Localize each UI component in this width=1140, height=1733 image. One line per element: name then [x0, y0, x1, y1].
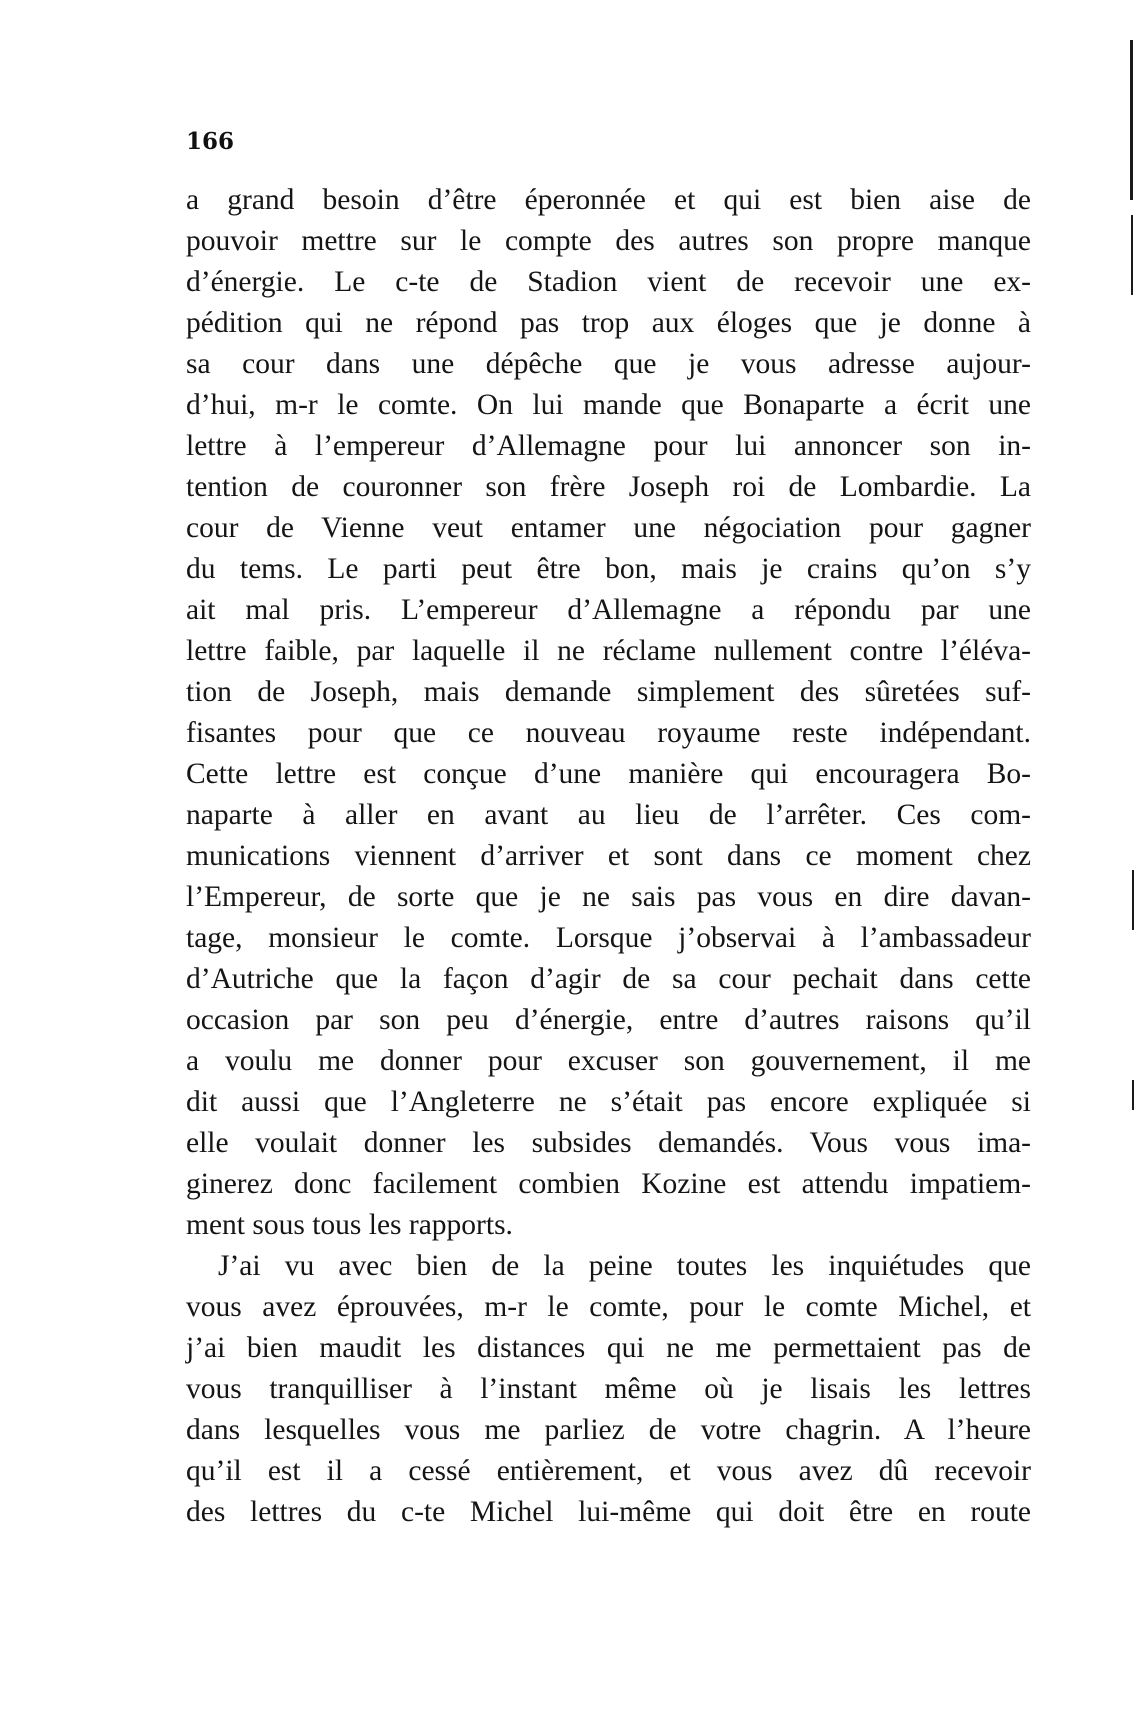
text-line: tion de Joseph, mais demande simplement des sûretées suf-	[186, 676, 1031, 708]
text-line: munications viennent d’arriver et sont dans ce moment chez	[186, 840, 1031, 872]
text-line: d’hui, m-r le comte. On lui mande que Bonaparte a écrit une	[186, 389, 1031, 421]
scan-edge-mark	[1132, 1080, 1134, 1110]
scan-edge-mark	[1130, 40, 1133, 200]
text-line: a voulu me donner pour excuser son gouvernement, il me	[186, 1045, 1031, 1077]
text-line: cour de Vienne veut entamer une négociation pour gagner	[186, 512, 1031, 544]
text-line: d’énergie. Le c-te de Stadion vient de recevoir une ex-	[186, 266, 1031, 298]
text-line: vous tranquilliser à l’instant même où je lisais les lettres	[186, 1373, 1031, 1405]
text-line: Cette lettre est conçue d’une manière qui encouragera Bo-	[186, 758, 1031, 790]
text-line: occasion par son peu d’énergie, entre d’autres raisons qu’il	[186, 1004, 1031, 1036]
page-number: 166	[186, 128, 235, 155]
text-line: lettre à l’empereur d’Allemagne pour lui annoncer son in-	[186, 430, 1031, 462]
text-line: ginerez donc facilement combien Kozine est attendu impatiem-	[186, 1168, 1031, 1200]
text-line: qu’il est il a cessé entièrement, et vous avez dû recevoir	[186, 1455, 1031, 1487]
text-line: pédition qui ne répond pas trop aux éloges que je donne à	[186, 307, 1031, 339]
paragraph-end-line: ment sous tous les rapports.	[186, 1209, 513, 1241]
paragraph-start-line: J’ai vu avec bien de la peine toutes les inquiétudes que	[218, 1250, 1031, 1282]
text-line: lettre faible, par laquelle il ne réclame nullement contre l’éléva-	[186, 635, 1031, 667]
text-line: fisantes pour que ce nouveau royaume reste indépendant.	[186, 717, 1031, 749]
text-line: tage, monsieur le comte. Lorsque j’observai à l’ambassadeur	[186, 922, 1031, 954]
text-line: j’ai bien maudit les distances qui ne me permettaient pas de	[186, 1332, 1031, 1364]
text-line: d’Autriche que la façon d’agir de sa cour pechait dans cette	[186, 963, 1031, 995]
text-line: elle voulait donner les subsides demandés. Vous vous ima-	[186, 1127, 1031, 1159]
body-text	[186, 180, 1031, 1533]
text-line: du tems. Le parti peut être bon, mais je crains qu’on s’y	[186, 553, 1031, 585]
text-line: sa cour dans une dépêche que je vous adresse aujour-	[186, 348, 1031, 380]
text-line: a grand besoin d’être éperonnée et qui est bien aise de	[186, 184, 1031, 216]
text-line: l’Empereur, de sorte que je ne sais pas vous en dire davan-	[186, 881, 1031, 913]
text-line: naparte à aller en avant au lieu de l’arrêter. Ces com-	[186, 799, 1031, 831]
text-line: ait mal pris. L’empereur d’Allemagne a répondu par une	[186, 594, 1031, 626]
text-line: tention de couronner son frère Joseph roi de Lombardie. La	[186, 471, 1031, 503]
text-line: vous avez éprouvées, m-r le comte, pour le comte Michel, et	[186, 1291, 1031, 1323]
text-line: pouvoir mettre sur le compte des autres son propre manque	[186, 225, 1031, 257]
scan-edge-mark	[1131, 215, 1133, 295]
scan-edge-mark	[1132, 870, 1134, 930]
text-line: des lettres du c-te Michel lui-même qui doit être en route	[186, 1496, 1031, 1528]
text-line: dans lesquelles vous me parliez de votre chagrin. A l’heure	[186, 1414, 1031, 1446]
text-line: dit aussi que l’Angleterre ne s’était pas encore expliquée si	[186, 1086, 1031, 1118]
